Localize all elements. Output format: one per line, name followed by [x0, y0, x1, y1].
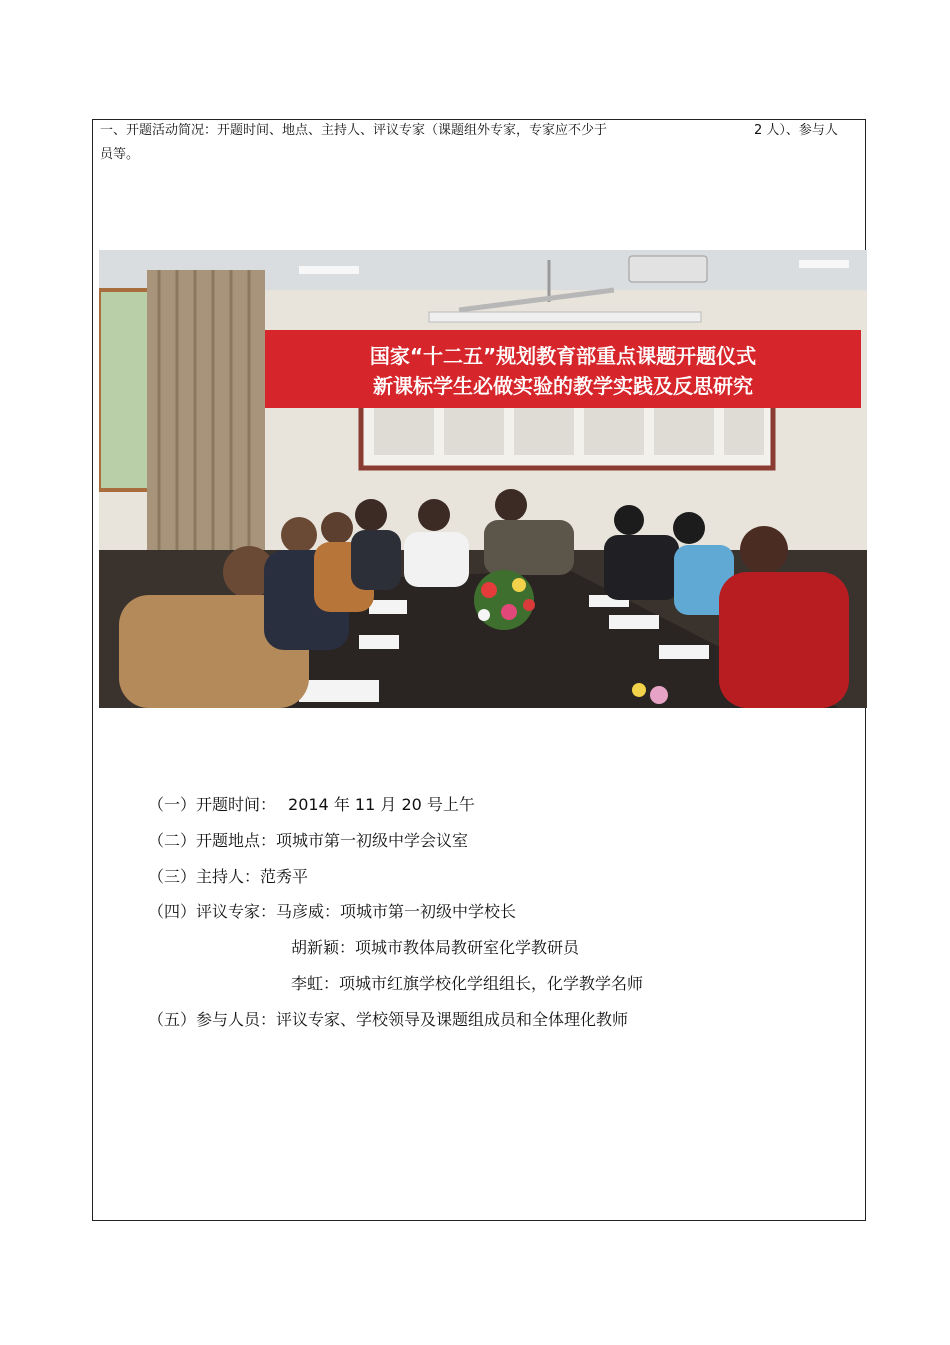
- detail-place: （二）开题地点：项城市第一初级中学会议室: [148, 831, 469, 850]
- banner-line-2: 新课标学生必做实验的教学实践及反思研究: [373, 374, 753, 398]
- banner-line-1: 国家“十二五”规划教育部重点课题开题仪式: [369, 344, 757, 368]
- detail-expert-2: 胡新颖：项城市教体局教研室化学教研员: [291, 938, 580, 957]
- detail-time-label: （一）开题时间：: [148, 795, 277, 814]
- detail-expert-1: （四）评议专家：马彦威：项城市第一初级中学校长: [148, 902, 517, 921]
- section-heading-part3: 员等。: [100, 147, 140, 162]
- detail-expert-3: 李虹：项城市红旗学校化学组组长，化学教学名师: [291, 974, 644, 993]
- detail-time-value: 2014 年 11 月 20 号上午: [288, 795, 475, 814]
- meeting-photo: [99, 250, 867, 708]
- detail-time: [148, 794, 475, 816]
- section-heading-part2: 2 人）、参与人: [754, 123, 838, 138]
- section-heading-part1: 一、开题活动简况：开题时间、地点、主持人、评议专家（课题组外专家，专家应不少于: [100, 123, 608, 138]
- detail-participants: （五）参与人员：评议专家、学校领导及课题组成员和全体理化教师: [148, 1010, 629, 1029]
- detail-host: （三）主持人：范秀平: [148, 867, 309, 886]
